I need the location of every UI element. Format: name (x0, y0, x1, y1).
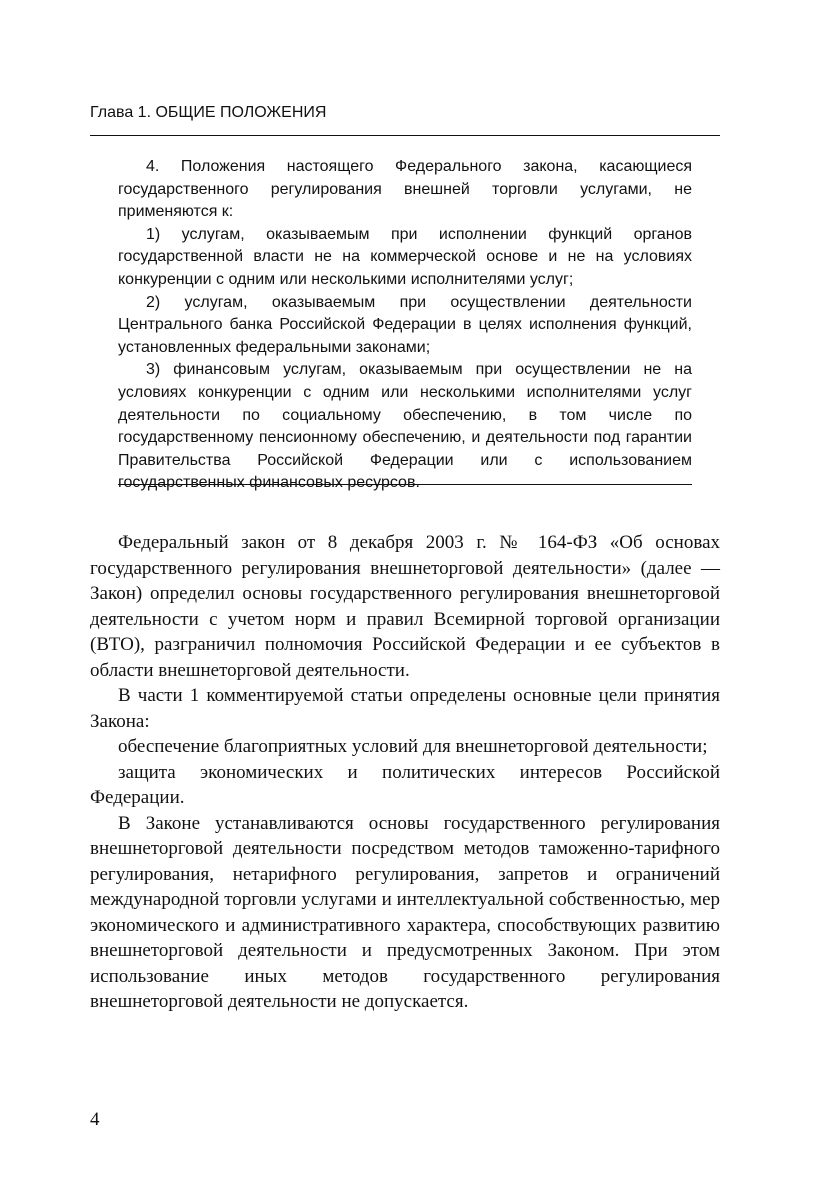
commentary-paragraph: В Законе устанавливаются основы государственного регулирования внешнеторговой деятельности посредством методов таможенно-тарифного регулирования, нетарифного регулирования, запретов и ограничений международной торговли услугами и интеллектуальной собственностью, мер экономического и административного характера, способствующих развитию внешнеторговой деятельности и предусмотренных Законом. При этом использование иных методов государственного регулирования внешнеторговой деятельности не допускается. (90, 812, 720, 1012)
excerpt-rule (118, 484, 692, 485)
commentary-paragraph: В части 1 комментируемой статьи определены основные цели принятия Закона: (90, 685, 720, 732)
excerpt-paragraph: 3) финансовым услугам, оказываемым при осуществлении не на условиях конкуренции с одним или несколькими исполнителями услуг деятельности по социальному обеспечению, в том числе по государственному пенсионному обеспечению, и деятельности под гарантии Правительства Российской Федерации или с использованием государственных финансовых ресурсов. (118, 361, 692, 492)
running-head: Глава 1. ОБЩИЕ ПОЛОЖЕНИЯ (90, 104, 327, 121)
commentary-text (90, 530, 720, 1015)
page-number: 4 (90, 1109, 100, 1130)
commentary-paragraph: защита экономических и политических интересов Российской Федерации. (90, 761, 720, 808)
excerpt-paragraph: 2) услугам, оказываемым при осуществлении деятельности Центрального банка Российской Федерации в целях исполнения функций, установленных федеральными законами; (118, 293, 692, 356)
law-excerpt (118, 156, 692, 495)
header-rule (90, 135, 720, 136)
commentary-paragraph: Федеральный закон от 8 декабря 2003 г. № 164-ФЗ «Об основах государственного регулирования внешнеторговой деятельности» (далее — Закон) определил основы государственного регулирования внешнеторговой деятельности с учетом норм и правил Всемирной торговой организации (ВТО), разграничил полномочия Российской Федерации и ее субъектов в области внешнеторговой деятельности. (90, 532, 720, 681)
excerpt-paragraph: 4. Положения настоящего Федерального закона, касающиеся государственного регулирования внешней торговли услугами, не применяются к: (118, 158, 692, 221)
commentary-paragraph: обеспечение благоприятных условий для внешнеторговой деятельности; (118, 736, 708, 757)
excerpt-paragraph: 1) услугам, оказываемым при исполнении функций органов государственной власти не на коммерческой основе и не на условиях конкуренции с одним или несколькими исполнителями услуг; (118, 225, 692, 288)
